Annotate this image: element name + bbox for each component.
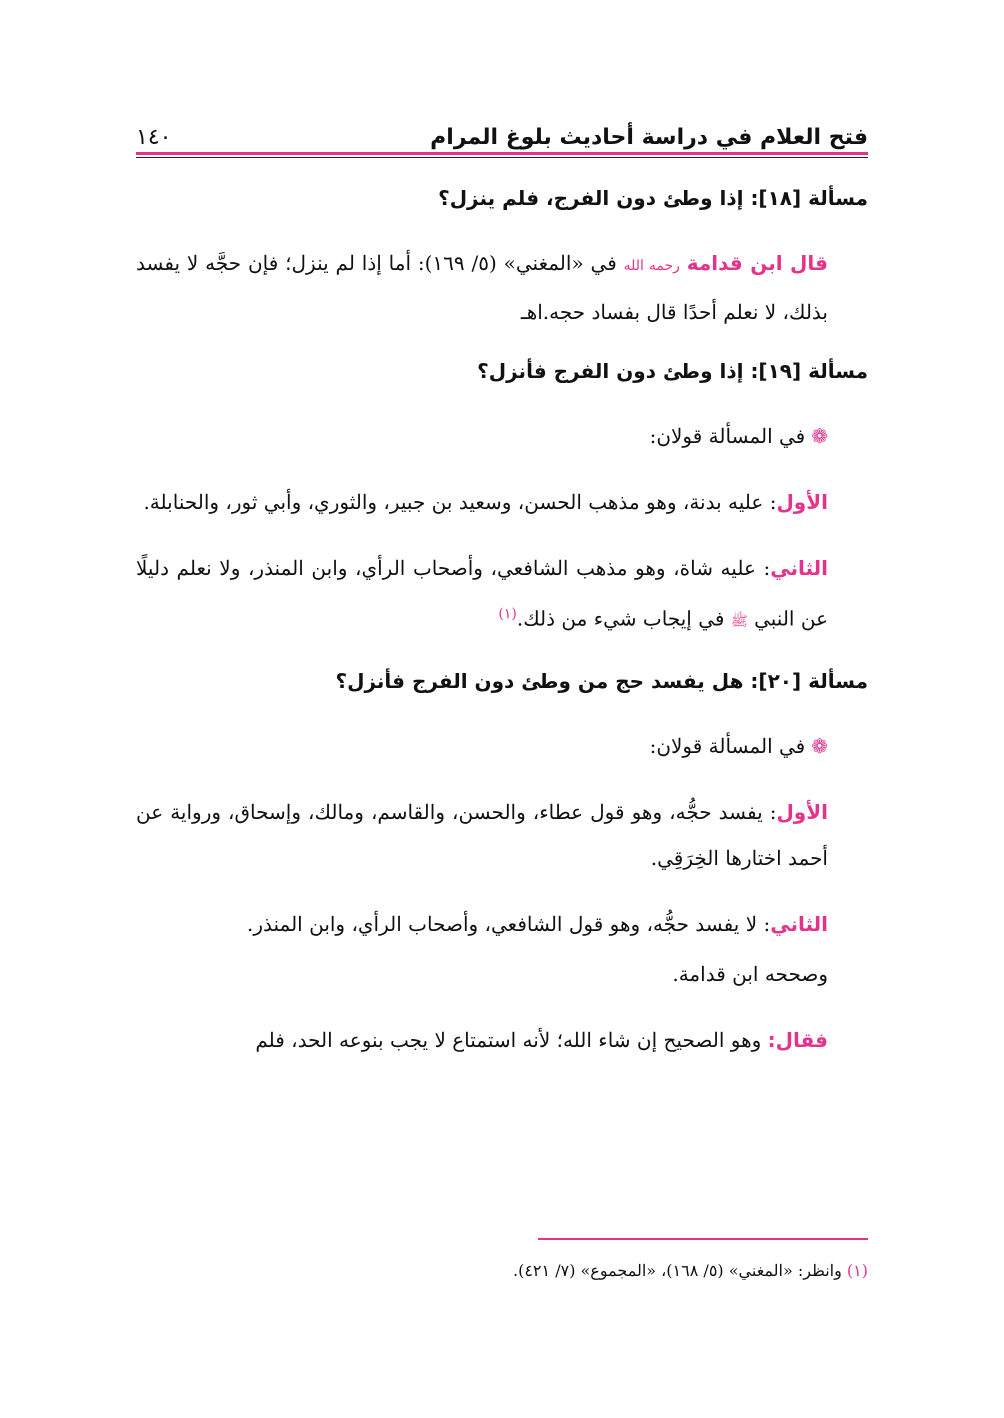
page-body xyxy=(136,168,868,1083)
footnote-rule xyxy=(538,1238,868,1240)
issue-19-heading: مسألة [١٩]: إذا وطئ دون الفرج فأنزل؟ xyxy=(477,359,868,383)
opinion-text: : عليه شاة، وهو مذهب الشافعي، وأصحاب الرأي، وابن المنذر، ولا نعلم دليلًا عن النبي xyxy=(136,556,828,631)
footnote-text: وانظر: «المغني» (٥/ ١٦٨)، «المجموع» (٧/ ٤٢١). xyxy=(513,1261,847,1280)
conclusion-text: وهو الصحيح إن شاء الله؛ لأنه استمتاع لا يجب بنوعه الحد، فلم xyxy=(255,1027,768,1052)
opinion-lead: الأول xyxy=(776,799,828,824)
correction-note: وصححه ابن قدامة. xyxy=(672,961,828,986)
salawat-glyph: ﷺ xyxy=(730,613,748,630)
intro-two-opinions-2 xyxy=(136,723,868,769)
header-rule-pink xyxy=(136,152,868,155)
quote-text: في «المغني» (٥/ ١٦٩): أما إذا لم ينزل؛ فإن حجَّه لا يفسد بذلك، لا نعلم أحدًا قال بفساد حجه.اهـ xyxy=(136,251,828,324)
rahimahullah-glyph: رحمه الله xyxy=(623,258,680,274)
footnote xyxy=(136,1258,868,1284)
header-rule-black xyxy=(136,157,868,158)
opinion-1-issue-20 xyxy=(136,789,868,881)
conclusion xyxy=(136,1017,868,1063)
opinion-text: : لا يفسد حجُّه، وهو قول الشافعي، وأصحاب الرأي، وابن المنذر. xyxy=(246,911,771,936)
issue-20-heading: مسألة [٢٠]: هل يفسد حج من وطئ دون الفرج فأنزل؟ xyxy=(335,668,868,693)
flower-icon: ❁ xyxy=(811,424,828,448)
footnote-number: (١) xyxy=(846,1261,868,1280)
intro-two-opinions-1 xyxy=(136,413,868,459)
book-title: فتح العلام في دراسة أحاديث بلوغ المرام xyxy=(430,125,868,150)
opinion-2-issue-19 xyxy=(136,545,868,645)
intro-text: في المسألة قولان: xyxy=(649,733,806,758)
quote-lead: قال ابن قدامة xyxy=(686,251,828,275)
page-header xyxy=(136,118,868,150)
flower-icon: ❁ xyxy=(811,733,828,758)
conclusion-lead: فقال: xyxy=(767,1027,828,1052)
opinion-lead: الأول xyxy=(776,490,828,514)
opinion-lead: الثاني xyxy=(770,911,828,936)
footnote-ref[interactable]: (١) xyxy=(498,606,517,622)
opinion-lead: الثاني xyxy=(770,556,828,580)
opinion-text: : عليه بدنة، وهو مذهب الحسن، وسعيد بن جبير، والثوري، وأبي ثور، والحنابلة. xyxy=(143,490,777,514)
opinion-1-issue-19 xyxy=(136,479,868,525)
ibn-qudama-quote xyxy=(136,240,868,335)
intro-text: في المسألة قولان: xyxy=(649,424,806,448)
page-number: ١٤٠ xyxy=(136,125,172,150)
issue-18-heading: مسألة [١٨]: إذا وطئ دون الفرج، فلم ينزل؟ xyxy=(438,186,868,210)
opinion-text: : يفسد حجُّه، وهو قول عطاء، والحسن، والقاسم، ومالك، وإسحاق، ورواية عن أحمد اختارها الخِرَقِي. xyxy=(136,799,828,870)
opinion-2-issue-20 xyxy=(136,901,868,947)
opinion-tail: في إيجاب شيء من ذلك. xyxy=(516,606,731,631)
